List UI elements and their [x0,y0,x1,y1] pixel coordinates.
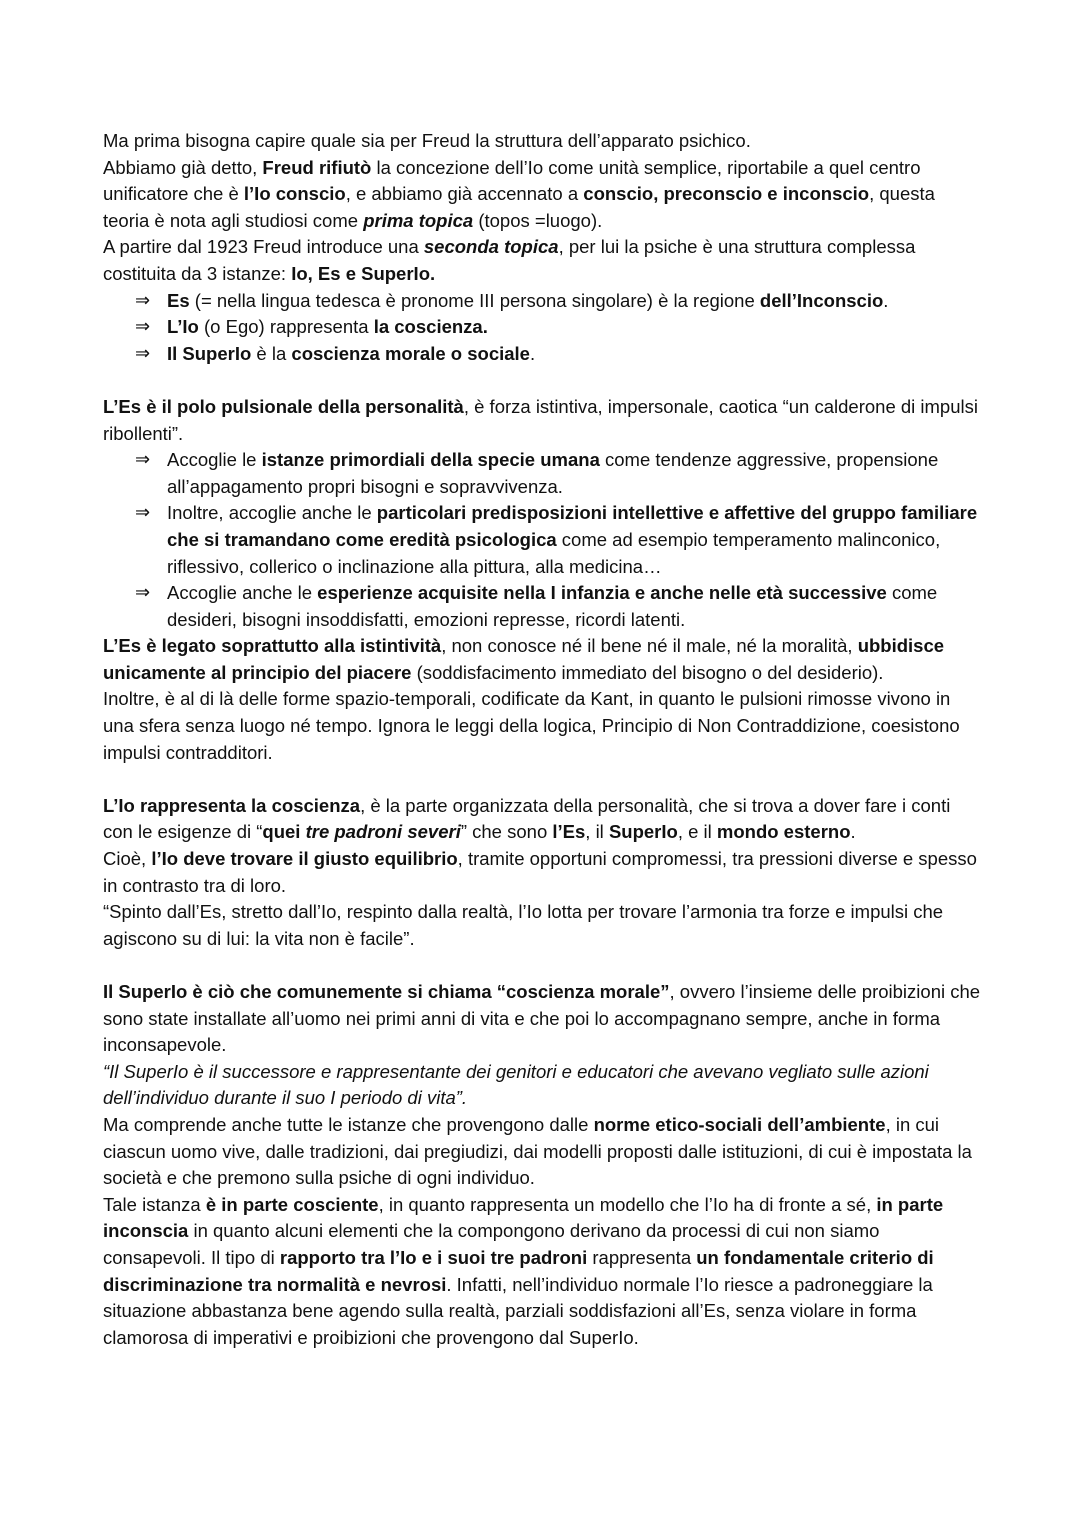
arrow-icon: ⇒ [135,342,151,364]
io-equilibrio-paragraph: Cioè, l’Io deve trovare il giusto equilibrio, tramite opportuni compromessi, tra pressioni diverse e spesso in contrasto tra di loro. [103,848,977,896]
document-page [103,128,983,1351]
superio-section [103,979,983,1351]
arrow-icon: ⇒ [135,449,151,471]
es-section [103,394,983,766]
es-istintivita-paragraph: L’Es è legato soprattutto alla istintività, non conosce né il bene né il male, né la moralità, ubbidisce unicamente al principio del piacere (soddisfacimento immediato del bisogno o del desiderio). [103,635,945,683]
es-intro-paragraph: L’Es è il polo pulsionale della personalità, è forza istintiva, impersonale, caotica “un calderone di impulsi ribollenti”. [103,395,978,444]
superio-criterio-paragraph: Tale istanza è in parte cosciente, in quanto rappresenta un modello che l’Io ha di fronte a sé, in parte inconscia in quanto alcuni elementi che la compongono derivano da processi di cui non siamo consapevoli. Il tipo di rapporto tra l’Io e i suoi tre padroni rappresenta un fondamentale criterio di discriminazione tra normalità e nevrosi. Infatti, nell’individuo normale l’Io riesce a padroneggiare la situazione abbastanza bene agendo sulla realtà, parziali soddisfazioni all’Es, senza violare in forma clamorosa di imperativi e proibizioni che provengono dal SuperIo. [103,1193,944,1348]
list-item-esperienze: ⇒ Accoglie anche le esperienze acquisite nella I infanzia e anche nelle età successive come desideri, bisogni insoddisfatti, emozioni represse, ricordi latenti. [135,582,938,630]
io-quote-paragraph: “Spinto dall’Es, stretto dall’Io, respinto dalla realtà, l’Io lotta per trovare l’armonia tra forze e impulsi che agiscono su di lui: la vita non è facile”. [103,901,944,949]
paragraph-gap [103,367,983,394]
list-item-es: ⇒ Es (= nella lingua tedesca è pronome III persona singolare) è la regione dell’Inconscio. [103,288,983,315]
list-item-io: ⇒ L’Io (o Ego) rappresenta la coscienza. [103,314,983,341]
es-spazio-tempo-paragraph: Inoltre, è al di là delle forme spazio-temporali, codificate da Kant, in quanto le pulsioni rimosse vivono in una sfera senza luogo né tempo. Ignora le leggi della logica, Principio di Non Contraddizione, coesistono impulsi contradditori. [103,688,960,763]
superio-quote: “Il SuperIo è il successore e rappresentante dei genitori e educatori che avevano vegliato sulle azioni dell’individuo durante il suo I periodo di vita”. [103,1060,929,1109]
io-intro-paragraph: L’Io rappresenta la coscienza, è la parte organizzata della personalità, che si trova a dover fare i conti con le esigenze di “quei tre padroni severi” che sono l’Es, il SuperIo, e il mondo esterno. [103,794,951,843]
arrow-icon: ⇒ [135,502,151,524]
superio-norme-paragraph: Ma comprende anche tutte le istanze che provengono dalle norme etico-sociali dell’ambiente, in cui ciascun uomo vive, dalle tradizioni, dai pregiudizi, dai modelli proposti dalle istituzioni, di cui è impostata la società e che premono sulla psiche di ogni individuo. [103,1113,972,1189]
istanze-list [103,288,983,368]
intro-section [103,128,983,367]
es-list [103,447,983,633]
arrow-icon: ⇒ [135,316,151,338]
paragraph-gap [103,952,983,979]
intro-paragraph-freud: Abbiamo già detto, Freud rifiutò la concezione dell’Io come unità semplice, riportabile a quel centro unificatore che è l’Io conscio, e abbiamo già accennato a conscio, preconscio e inconscio, questa teoria è nota agli studiosi come prima topica (topos =luogo). [103,156,935,231]
io-section [103,793,983,953]
list-item-istanze-primordiali: ⇒ Accoglie le istanze primordiali della specie umana come tendenze aggressive, propensione all’appagamento propri bisogni e sopravvivenza. [135,449,939,497]
intro-paragraph-seconda-topica: A partire dal 1923 Freud introduce una seconda topica, per lui la psiche è una struttura complessa costituita da 3 istanze: Io, Es e SuperIo. [103,236,916,284]
arrow-icon: ⇒ [135,289,151,311]
arrow-icon: ⇒ [135,582,151,604]
list-item-superio: ⇒ Il SuperIo è la coscienza morale o sociale. [103,341,983,368]
list-item-predisposizioni: ⇒ Inoltre, accoglie anche le particolari predisposizioni intellettive e affettive del gruppo familiare che si tramandano come eredità psicologica come ad esempio temperamento malinconico, riflessivo, collerico o inclinazione alla pittura, alla medicina… [135,502,978,577]
paragraph-gap [103,766,983,793]
intro-line: Ma prima bisogna capire quale sia per Freud la struttura dell’apparato psichico. [103,130,751,151]
superio-intro-paragraph: Il SuperIo è ciò che comunemente si chiama “coscienza morale”, ovvero l’insieme delle proibizioni che sono state installate all’uomo nei primi anni di vita e che poi lo accompagnano sempre, anche in forma inconsapevole. [103,981,981,1056]
